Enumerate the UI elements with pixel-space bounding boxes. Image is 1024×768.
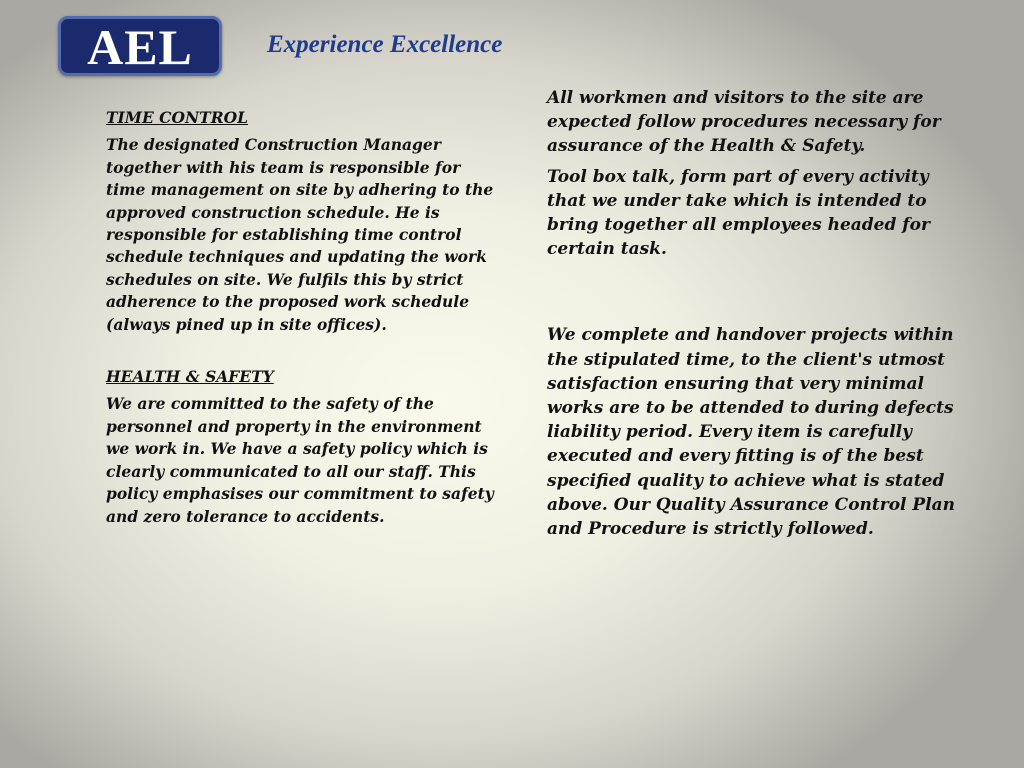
site-procedures-paragraph: All workmen and visitors to the site are expected follow procedures necessary for assurance of the Health & Safety. bbox=[547, 88, 941, 157]
left-column bbox=[106, 107, 501, 528]
toolbox-talk-paragraph: Tool box talk, form part of every activity that we under take which is intended to bring together all employees headed for certain task. bbox=[547, 166, 930, 260]
time-control-body: The designated Construction Manager together with his team is responsible for time management on site by adhering to the approved construction schedule. He is responsible for establishing time control schedule techniques and updating the work schedules on site. We fulfils this by strict adherence to the proposed work schedule (always pined up in site offices). bbox=[106, 135, 494, 334]
handover-paragraph: We complete and handover projects within the stipulated time, to the client's utmost satisfaction ensuring that very minimal works are to be attended to during defects liability period. Every item is carefully executed and every fitting is of the best specified quality to achieve what is stated above. Our Quality Assurance Control Plan and Procedure is strictly followed. bbox=[547, 325, 956, 540]
health-safety-body: We are committed to the safety of the personnel and property in the environment we work in. We have a safety policy which is clearly communicated to all our staff. This policy emphasises our commitment to safety and zero tolerance to accidents. bbox=[106, 394, 494, 526]
health-safety-heading: HEALTH & SAFETY bbox=[106, 367, 274, 387]
logo-text: AEL bbox=[87, 19, 193, 75]
ael-logo bbox=[58, 16, 222, 76]
time-control-heading: TIME CONTROL bbox=[106, 108, 248, 127]
tagline: Experience Excellence bbox=[267, 31, 503, 58]
right-column bbox=[547, 86, 967, 541]
